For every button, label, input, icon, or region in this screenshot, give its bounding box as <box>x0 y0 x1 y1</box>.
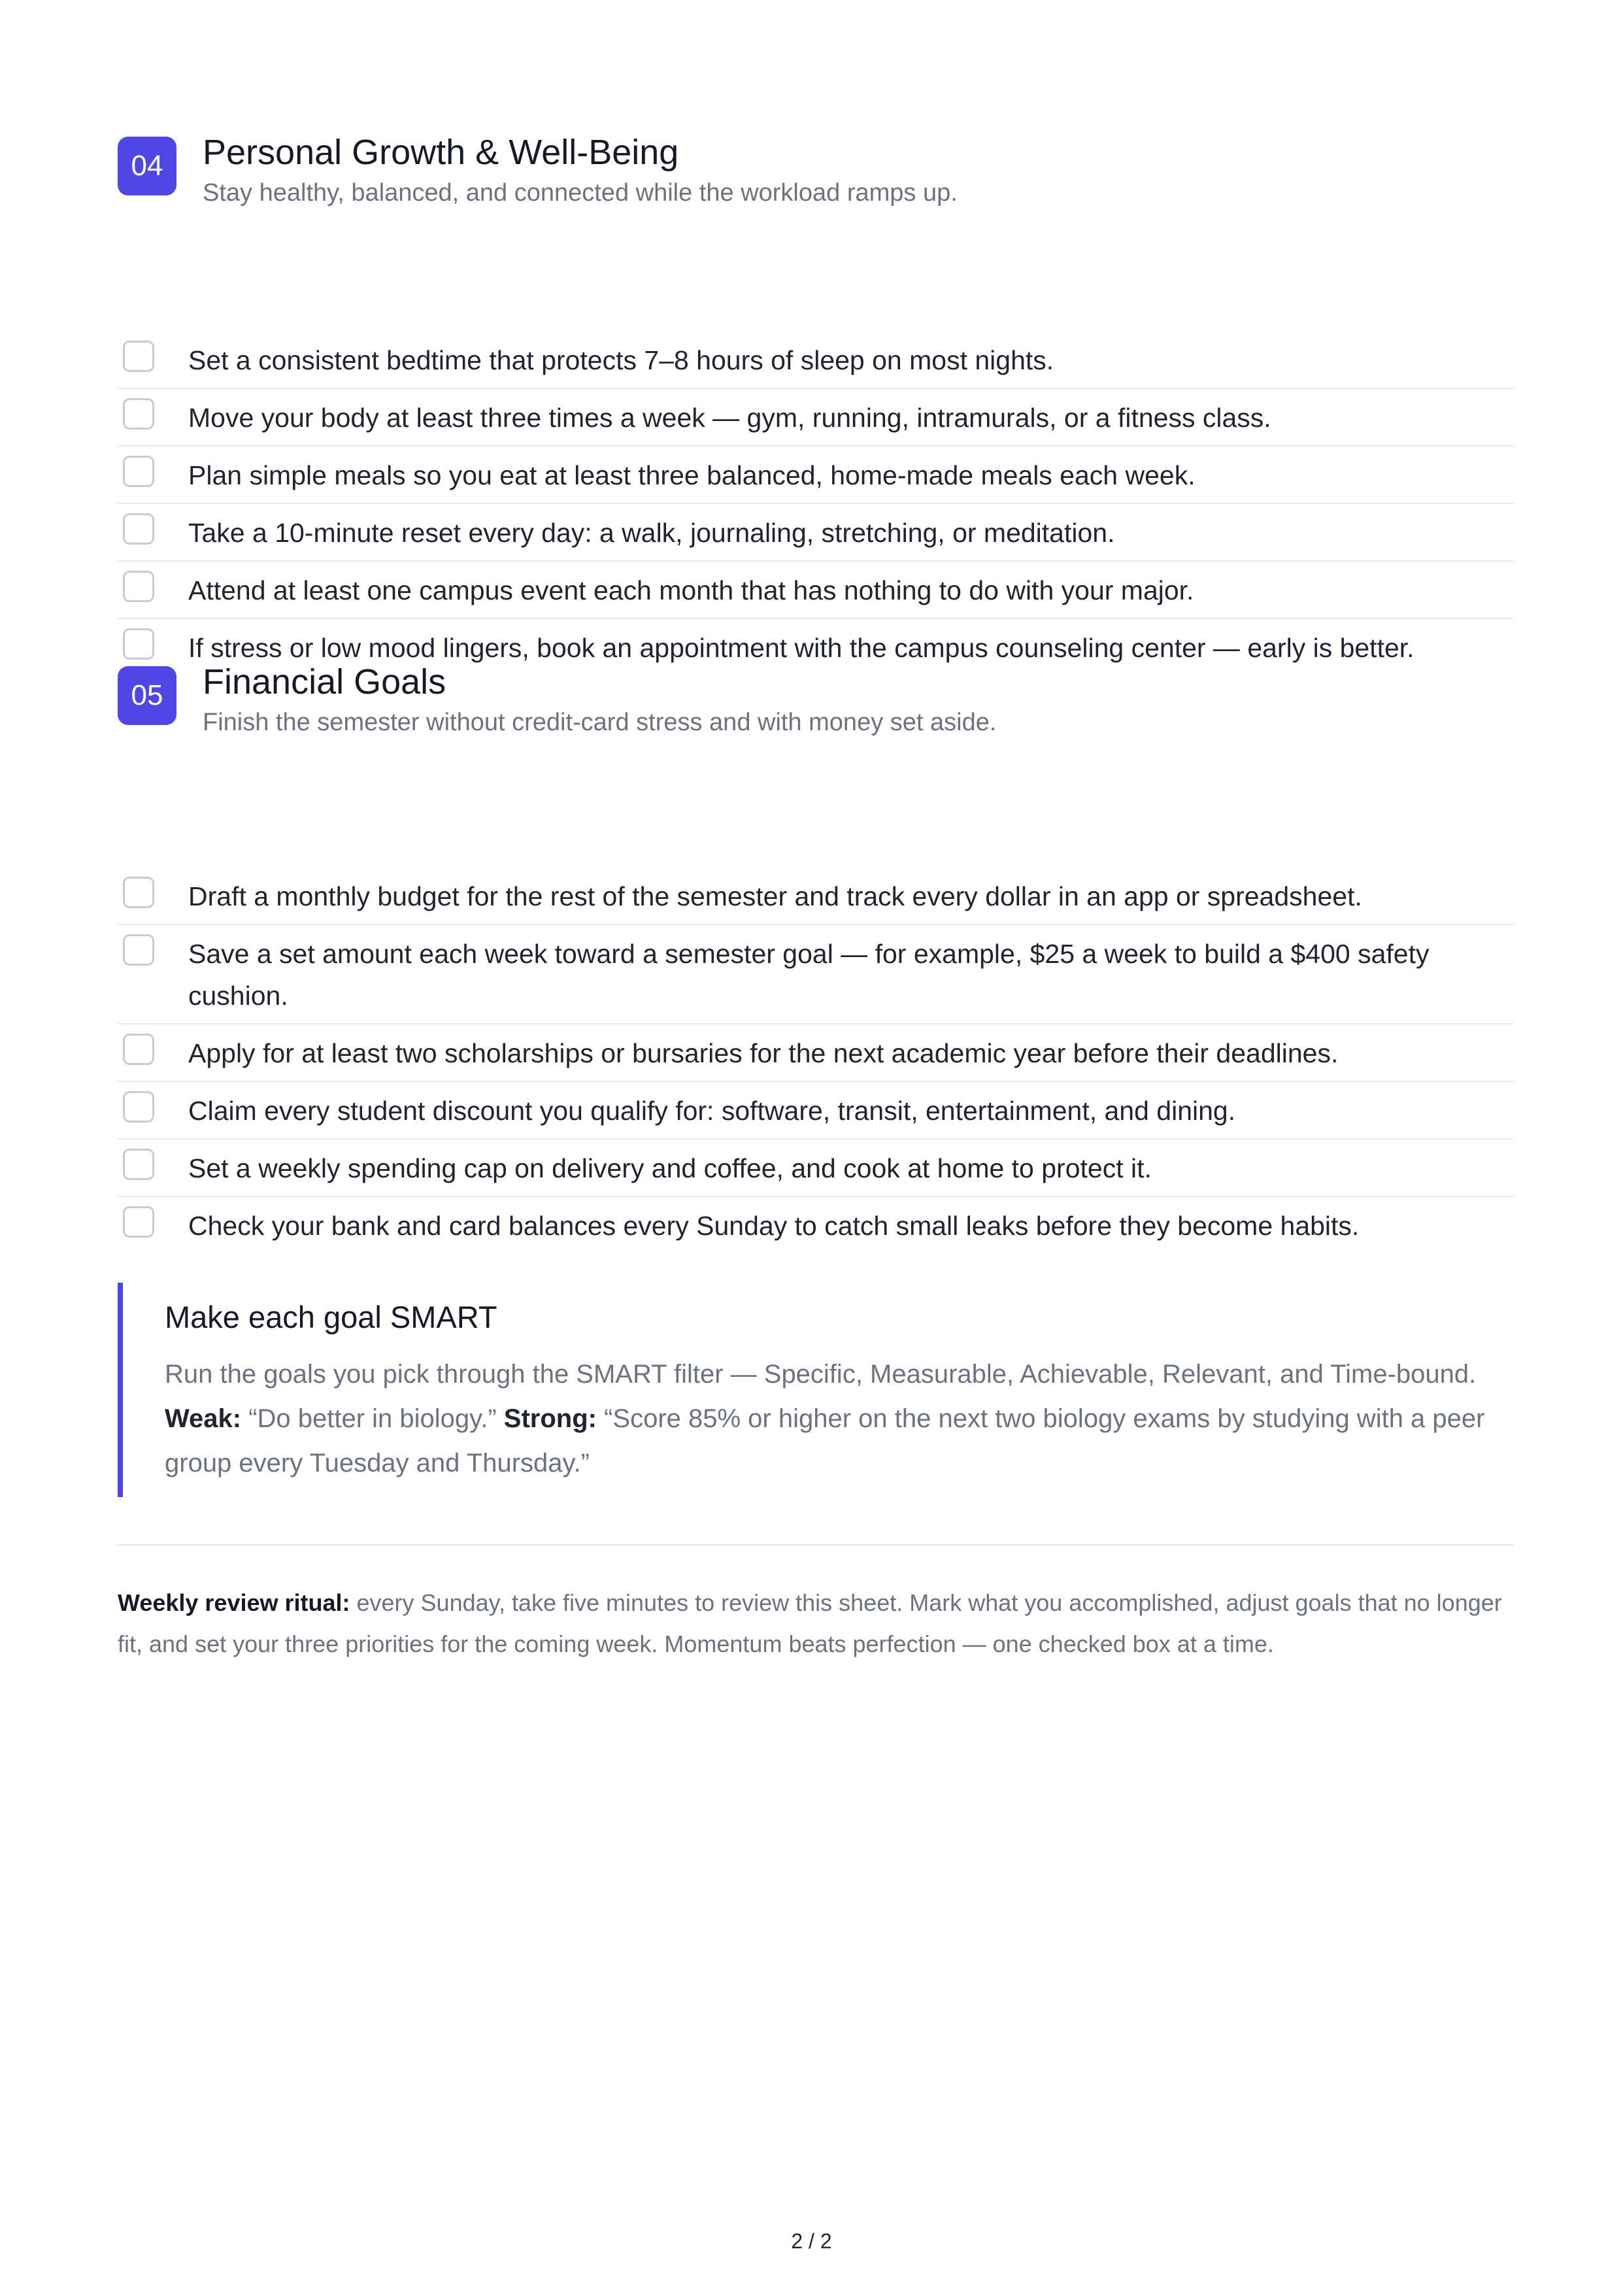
section-subtitle: Finish the semester without credit-card stress and with money set aside. <box>203 709 997 736</box>
goal-checkbox[interactable] <box>123 628 154 660</box>
list-item <box>118 389 1514 447</box>
goal-text: Plan simple meals so you eat at least three balanced, home-made meals each week. <box>188 460 1196 490</box>
goal-text: Set a weekly spending cap on delivery and coffee, and cook at home to protect it. <box>188 1153 1152 1183</box>
goal-checkbox[interactable] <box>123 1034 154 1065</box>
goal-checkbox[interactable] <box>123 1091 154 1123</box>
weak-example: “Do better in biology.” <box>241 1404 504 1433</box>
goal-checkbox[interactable] <box>123 456 154 487</box>
ritual-text: every Sunday, take five minutes to review this sheet. Mark what you accomplished, adjust goals that no longer fit, and set your three priorities for the coming week. Momentum beats perfection — one checked box at a time. <box>118 1589 1502 1657</box>
goal-checkbox[interactable] <box>123 398 154 430</box>
goal-checkbox[interactable] <box>123 1206 154 1238</box>
goal-checkbox[interactable] <box>123 934 154 966</box>
goal-text: Check your bank and card balances every Sunday to catch small leaks before they become habits. <box>188 1211 1360 1241</box>
section-subtitle: Stay healthy, balanced, and connected while the workload ramps up. <box>203 179 958 207</box>
section-personal-growth <box>118 127 1514 675</box>
section-title: Personal Growth & Well-Being <box>203 133 679 172</box>
section-number-badge: 04 <box>118 137 176 195</box>
weekly-review-note <box>118 1582 1514 1664</box>
ritual-label: Weekly review ritual: <box>118 1589 350 1616</box>
goal-text: Set a consistent bedtime that protects 7–8 hours of sleep on most nights. <box>188 345 1054 375</box>
tip-body <box>165 1352 1488 1485</box>
goal-text: Draft a monthly budget for the rest of the semester and track every dollar in an app or spreadsheet. <box>188 881 1362 911</box>
divider <box>118 1544 1514 1545</box>
tip-area <box>118 1283 1514 1664</box>
list-item <box>118 447 1514 504</box>
list-item <box>118 868 1514 925</box>
goal-text: Apply for at least two scholarships or bursaries for the next academic year before their deadlines. <box>188 1038 1339 1068</box>
section-header <box>118 657 1514 749</box>
goal-text: Take a 10-minute reset every day: a walk, journaling, stretching, or meditation. <box>188 518 1115 548</box>
goal-checkbox[interactable] <box>123 341 154 372</box>
page-number: 2 / 2 <box>791 2229 832 2253</box>
list-item <box>118 925 1514 1024</box>
list-item <box>118 1197 1514 1253</box>
list-item <box>118 504 1514 562</box>
tip-title: Make each goal SMART <box>165 1300 497 1334</box>
strong-label: Strong: <box>503 1404 597 1433</box>
list-item <box>118 1140 1514 1197</box>
smart-tip-callout <box>118 1283 1514 1497</box>
goal-checklist <box>118 868 1514 1253</box>
section-number-badge: 05 <box>118 666 176 725</box>
weak-label: Weak: <box>165 1404 242 1433</box>
goal-text: If stress or low mood lingers, book an appointment with the campus counseling center — early is better. <box>188 633 1414 663</box>
goal-checkbox[interactable] <box>123 513 154 545</box>
goal-text: Claim every student discount you qualify for: software, transit, entertainment, and dining. <box>188 1096 1236 1126</box>
strong-example: “Score 85% or higher on the next two biology exams by studying with a peer group every Tuesday and Thursday.” <box>165 1404 1485 1477</box>
list-item <box>118 1024 1514 1082</box>
tip-intro: Run the goals you pick through the SMART filter — Specific, Measurable, Achievable, Relevant, and Time-bound. <box>165 1360 1477 1389</box>
goal-checkbox[interactable] <box>123 571 154 602</box>
section-financial-goals <box>118 657 1514 1253</box>
list-item <box>118 562 1514 619</box>
section-header <box>118 127 1514 219</box>
list-item <box>118 1082 1514 1140</box>
section-title: Financial Goals <box>203 662 446 701</box>
goal-checkbox[interactable] <box>123 1149 154 1180</box>
goal-checkbox[interactable] <box>123 877 154 908</box>
list-item <box>118 331 1514 389</box>
goal-text: Save a set amount each week toward a semester goal — for example, $25 a week to build a $400 safety cushion. <box>188 939 1430 1011</box>
goal-text: Attend at least one campus event each month that has nothing to do with your major. <box>188 575 1194 605</box>
goal-text: Move your body at least three times a week — gym, running, intramurals, or a fitness class. <box>188 403 1271 433</box>
goal-checklist <box>118 331 1514 675</box>
